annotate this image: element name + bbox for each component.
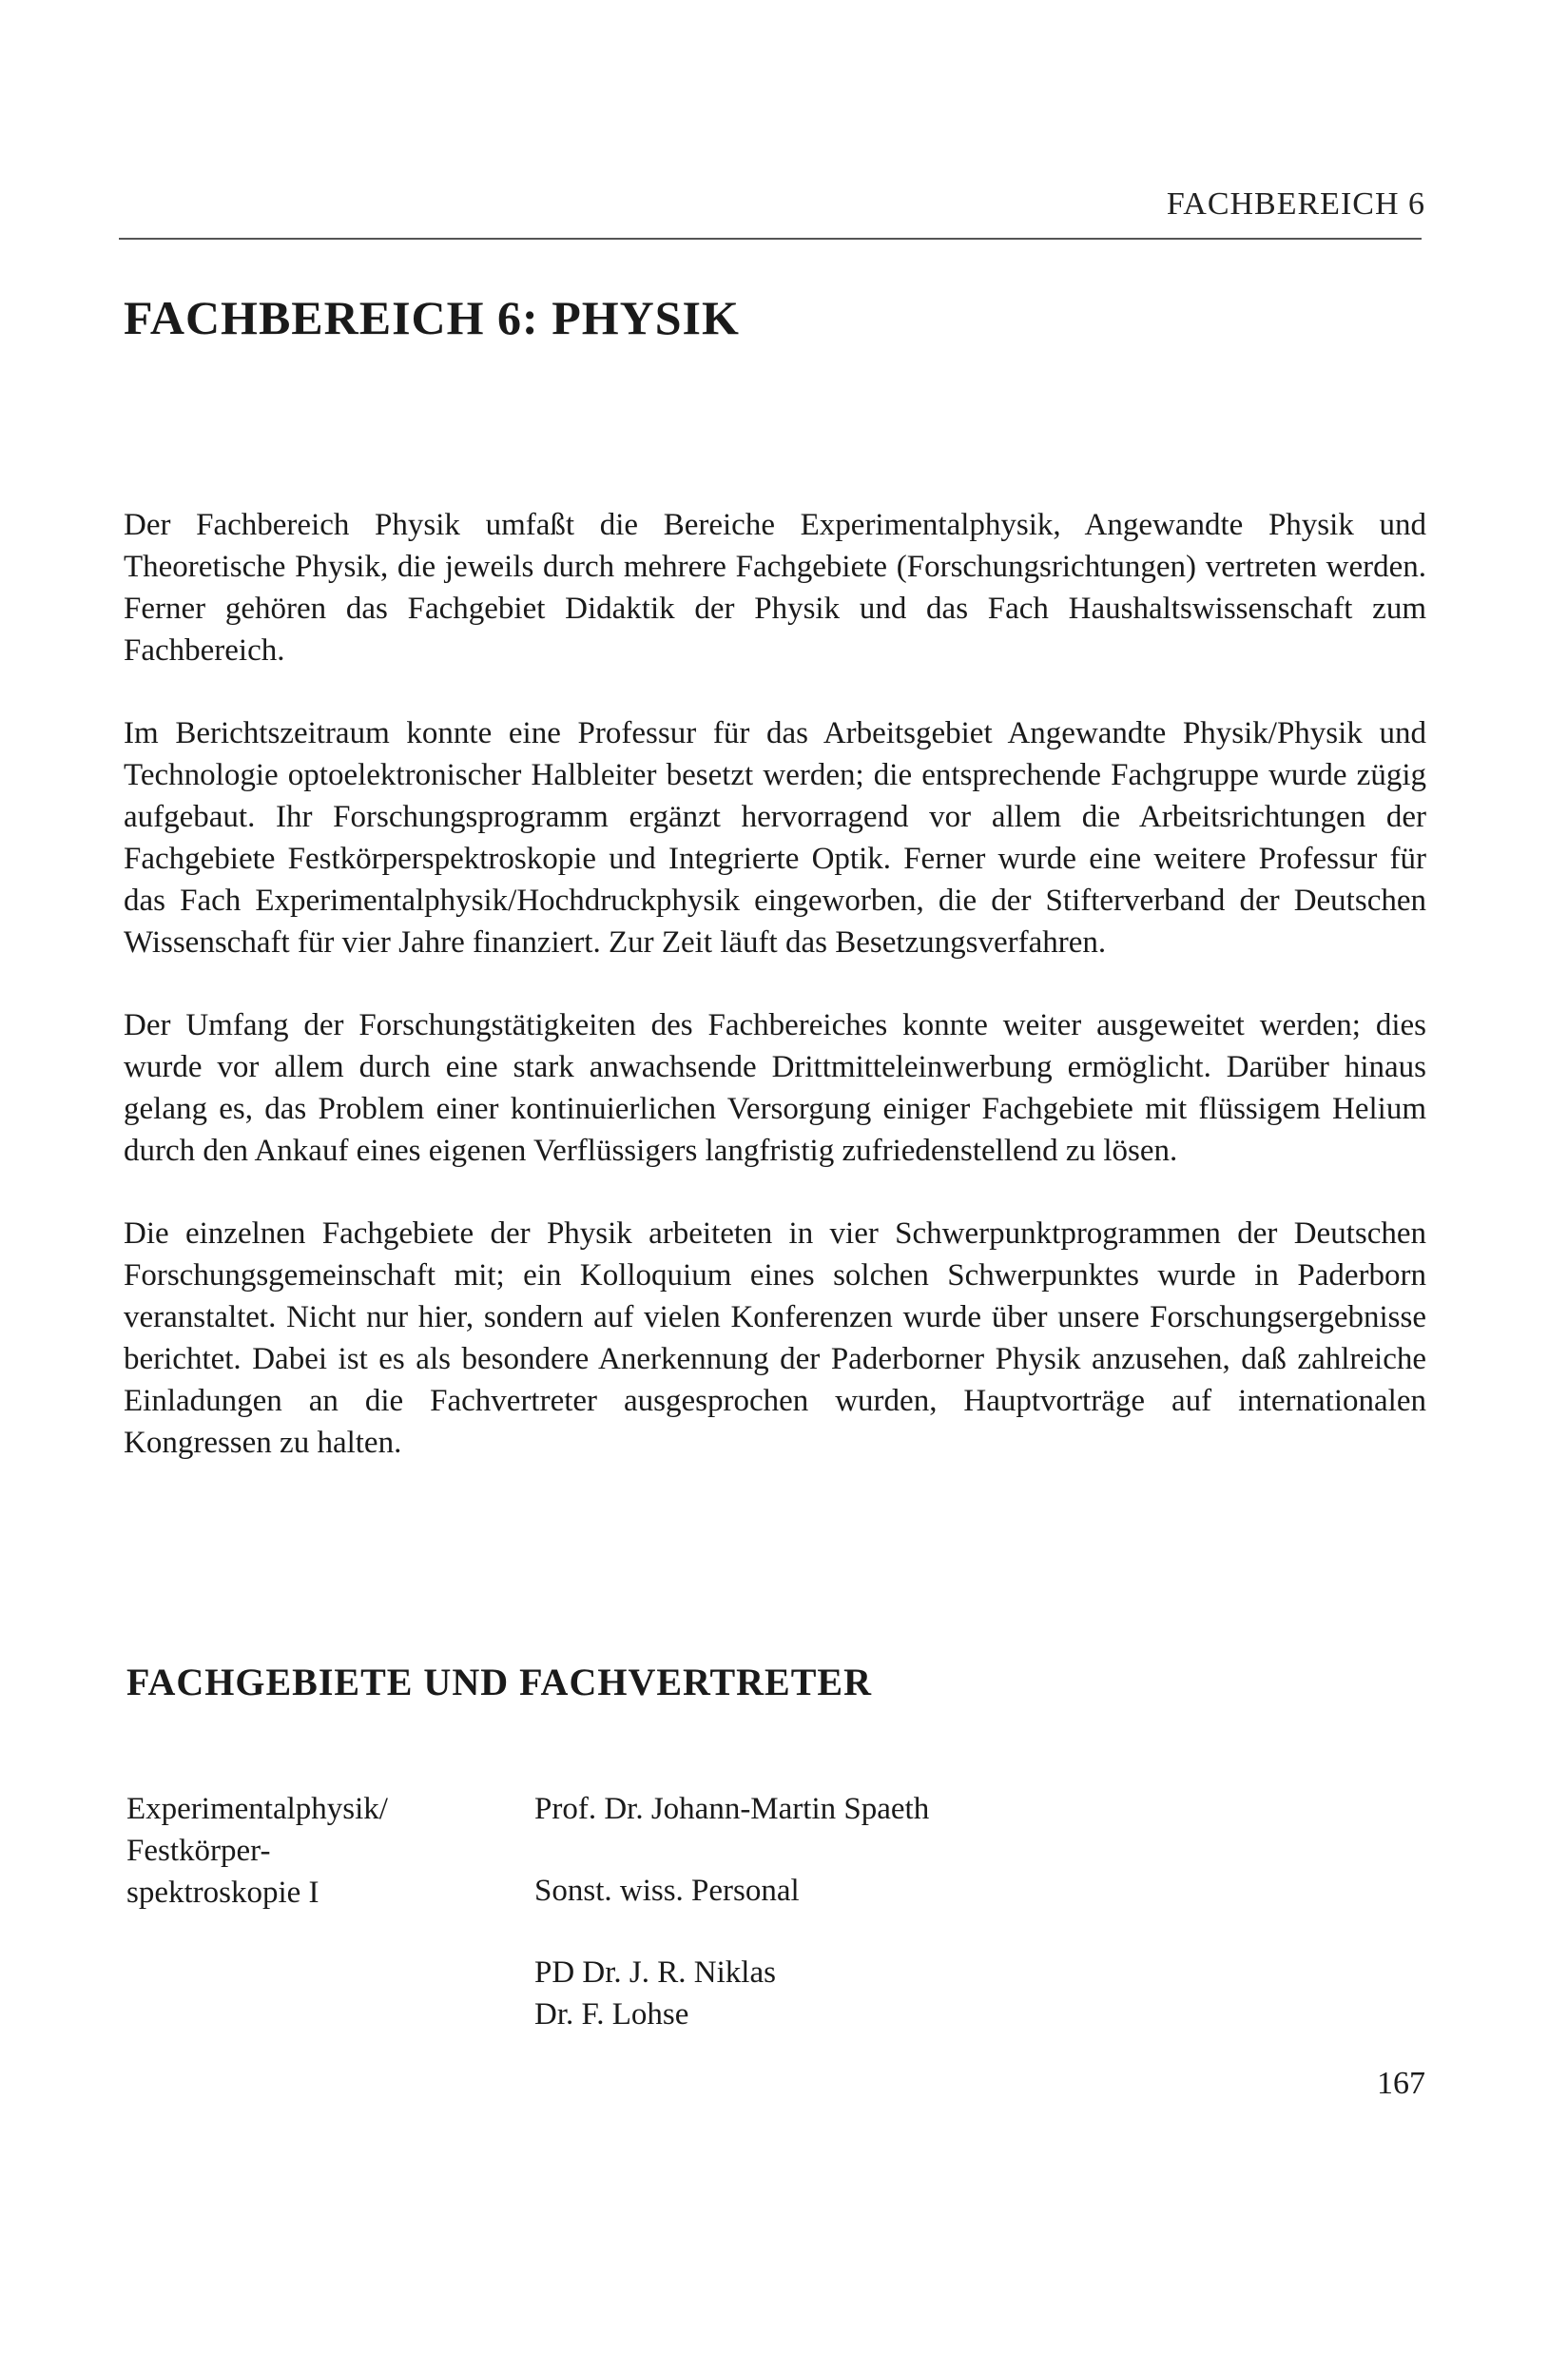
staff-label-text: Sonst. wiss. Personal (534, 1874, 800, 1908)
paragraph-1: Der Fachbereich Physik umfaßt die Bereiche Experimentalphysik, Angewandte Physik und Theoretische Physik, die jeweils durch mehrere Fachgebiete (Forschungsrichtungen) vertreten werden. Ferner gehören das Fachgebiet Didaktik der Physik und das Fach Haushaltswissenschaft zum Fachbereich. (124, 508, 1426, 668)
staff-member: Dr. F. Lohse (534, 1997, 689, 2032)
area-label-line: spektroskopie I (126, 1876, 319, 1910)
staff-list (534, 1952, 776, 2035)
area-label (126, 1788, 488, 1914)
paragraph-2: Im Berichtszeitraum konnte eine Professur für das Arbeitsgebiet Angewandte Physik/Physik und Technologie optoelektronischer Halbleiter besetzt werden; die entsprechende Fachgruppe wurde zügig aufgebaut. Ihr Forschungsprogramm ergänzt hervorragend vor allem die Arbeitsrichtungen der Fachgebiete Festkörperspektroskopie und Integrierte Optik. Ferner wurde eine weitere Professur für das Fach Experimentalphysik/Hochdruckphysik eingeworben, die der Stifterverband der Deutschen Wissenschaft für vier Jahre finanziert. Zur Zeit läuft das Besetzungsverfahren. (124, 716, 1426, 960)
running-head: FACHBEREICH 6 (1166, 186, 1425, 222)
page-title: FACHBEREICH 6: PHYSIK (124, 291, 740, 344)
body-text (124, 504, 1426, 1505)
professor-name: Prof. Dr. Johann-Martin Spaeth (534, 1792, 930, 1826)
page-number: 167 (1377, 2066, 1425, 2101)
area-label-line: Experimentalphysik/ (126, 1792, 388, 1826)
paragraph-3: Der Umfang der Forschungstätigkeiten des Fachbereiches konnte weiter ausgeweitet werden; dies wurde vor allem durch eine stark anwachsende Drittmitteleinwerbung ermöglicht. Darüber hinaus gelang es, das Problem einer kontinuierlichen Versorgung einiger Fachgebiete mit flüssigem Helium durch den Ankauf eines eigenen Verflüssigers langfristig zufriedenstellend zu lösen. (124, 1008, 1426, 1168)
header-rule (119, 238, 1422, 240)
staff-label (534, 1870, 800, 1912)
area-professor (534, 1788, 929, 1830)
section-title: FACHGEBIETE UND FACHVERTRETER (126, 1661, 872, 1703)
staff-member: PD Dr. J. R. Niklas (534, 1955, 776, 1990)
paragraph-4: Die einzelnen Fachgebiete der Physik arbeiteten in vier Schwerpunktprogrammen der Deutschen Forschungsgemeinschaft mit; ein Kolloquium eines solchen Schwerpunktes wurde in Paderborn veranstaltet. Nicht nur hier, sondern auf vielen Konferenzen wurde über unsere Forschungsergebnisse berichtet. Dabei ist es als besondere Anerkennung der Paderborner Physik anzusehen, daß zahlreiche Einladungen an die Fachvertreter ausgesprochen wurden, Hauptvorträge auf internationalen Kongressen zu halten. (124, 1216, 1426, 1460)
area-label-line: Festkörper- (126, 1834, 271, 1868)
